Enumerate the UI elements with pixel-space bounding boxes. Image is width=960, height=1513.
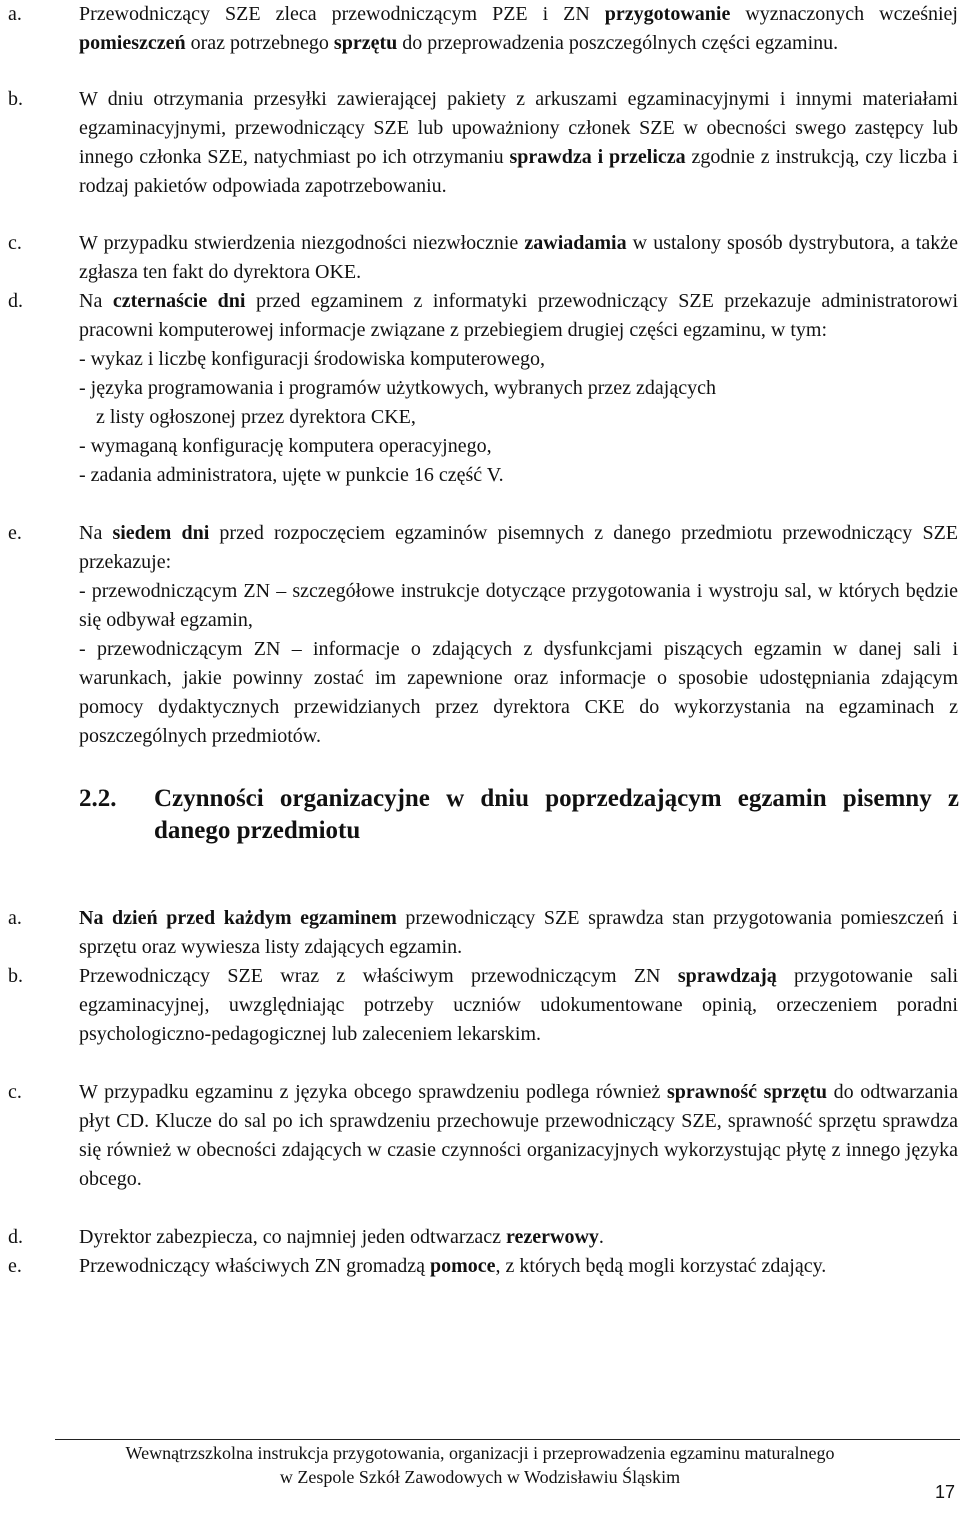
item-text: W przypadku stwierdzenia niezgodności niezwłocznie zawiadamia w ustalony sposób dystrybutora, a także zgłasza ten fakt do dyrektora OKE.	[79, 232, 958, 283]
item-label: d.	[8, 1226, 23, 1248]
list-item-e	[8, 519, 958, 751]
item-label: b.	[8, 965, 23, 987]
list-item-a2	[8, 904, 958, 962]
list-item-b	[8, 85, 958, 201]
item-label: d.	[8, 290, 23, 312]
item-label: b.	[8, 88, 23, 110]
item-text: Przewodniczący SZE zleca przewodniczącym PZE i ZN przygotowanie wyznaczonych wcześniej pomieszczeń oraz potrzebnego sprzętu do przeprowadzenia poszczególnych części egzaminu.	[79, 3, 958, 54]
sub-item: - zadania administratora, ujęte w punkcie 16 część V.	[79, 464, 504, 486]
list-item-d2	[8, 1223, 958, 1252]
list-item-d	[8, 287, 958, 490]
item-text: Na siedem dni przed rozpoczęciem egzaminów pisemnych z danego przedmiotu przewodniczący SZE przekazuje: - przewodniczącym ZN ‒ szczegółowe instrukcje dotyczące przygotowania i wystroju sal, w których będzie się odbywał egzamin, - przewodniczącym ZN – informacje o zdających z dysfunkcjami piszących egzamin w danej sali i warunkach, jakie powinny zostać im zapewnione oraz informacje o sposobie udostępniania zdającym pomocy dydaktycznych przewidzianych przez dyrektora CKE do wykorzystania na egzaminach z poszczególnych przedmiotów.	[79, 519, 958, 751]
sub-item: - wymaganą konfigurację komputera operacyjnego,	[79, 435, 492, 457]
item-text: Przewodniczący właściwych ZN gromadzą pomoce, z których będą mogli korzystać zdający.	[79, 1255, 827, 1277]
list-item-a	[8, 0, 958, 58]
sub-item: - wykaz i liczbę konfiguracji środowiska komputerowego,	[79, 348, 545, 370]
item-label: a.	[8, 3, 22, 25]
sub-item-cont: z listy ogłoszonej przez dyrektora CKE,	[96, 406, 416, 428]
item-text: W przypadku egzaminu z języka obcego sprawdzeniu podlega również sprawność sprzętu do odtwarzania płyt CD. Klucze do sal po ich sprawdzeniu przechowuje przewodniczący SZE, sprawność sprzętu sprawdza się również w obecności zdających w czasie czynności organizacyjnych wykorzystując płytę z innego języka obcego.	[79, 1081, 958, 1190]
item-text: Dyrektor zabezpiecza, co najmniej jeden odtwarzacz rezerwowy.	[79, 1226, 604, 1248]
footer-divider	[55, 1439, 960, 1440]
item-text: Na dzień przed każdym egzaminem przewodniczący SZE sprawdza stan przygotowania pomieszczeń i sprzętu oraz wywiesza listy zdających egzamin.	[79, 907, 958, 958]
list-item-e2	[8, 1252, 958, 1281]
section-heading	[79, 783, 959, 847]
item-label: c.	[8, 232, 22, 254]
section-title: Czynności organizacyjne w dniu poprzedzającym egzamin pisemny z danego przedmiotu	[154, 785, 959, 844]
item-label: e.	[8, 1255, 22, 1277]
footer-line-1: Wewnątrzszkolna instrukcja przygotowania, organizacji i przeprowadzenia egzaminu maturalnego	[125, 1443, 835, 1463]
section-number: 2.2.	[79, 785, 117, 812]
list-item-b2	[8, 962, 958, 1049]
list-item-c	[8, 229, 958, 287]
item-text: Na czternaście dni przed egzaminem z informatyki przewodniczący SZE przekazuje administratorowi pracowni komputerowej informacje związane z przebiegiem drugiej części egzaminu, w tym: - wykaz i liczbę konfiguracji środowiska komputerowego, - języka programowania i programów użytkowych, wybranych przez zdających z listy ogłoszonej przez dyrektora CKE, - wymaganą konfigurację komputera operacyjnego, - zadania administratora, ujęte w punkcie 16 część V.	[79, 287, 958, 490]
sub-item: - przewodniczącym ZN – informacje o zdających z dysfunkcjami piszących egzamin w danej sali i warunkach, jakie powinny zostać im zapewnione oraz informacje o sposobie udostępniania zdającym pomocy dydaktycznych przewidzianych przez dyrektora CKE do wykorzystania na egzaminach z poszczególnych przedmiotów.	[79, 638, 958, 747]
footer-line-2: w Zespole Szkół Zawodowych w Wodzisławiu Śląskim	[279, 1467, 681, 1487]
item-text: Przewodniczący SZE wraz z właściwym przewodniczącym ZN sprawdzają przygotowanie sali egzaminacyjnej, uwzględniając potrzeby uczniów udokumentowane opinią, orzeczeniem poradni psychologiczno-pedagogicznej lub zaleceniem lekarskim.	[79, 965, 959, 1045]
item-label: e.	[8, 522, 22, 544]
page-number: 17	[934, 1482, 955, 1502]
item-text: W dniu otrzymania przesyłki zawierającej pakiety z arkuszami egzaminacyjnymi i innymi materiałami egzaminacyjnymi, przewodniczący SZE lub upoważniony członek SZE w obecności swego zastępcy lub innego członka SZE, natychmiast po ich otrzymaniu sprawdza i przelicza zgodnie z instrukcją, czy liczba i rodzaj pakietów odpowiada zapotrzebowaniu.	[79, 88, 959, 197]
item-label: a.	[8, 907, 22, 929]
sub-item: - przewodniczącym ZN ‒ szczegółowe instrukcje dotyczące przygotowania i wystroju sal, w których będzie się odbywał egzamin,	[79, 580, 958, 631]
sub-item: - języka programowania i programów użytkowych, wybranych przez zdających	[79, 377, 716, 399]
list-item-c2	[8, 1078, 958, 1194]
item-label: c.	[8, 1081, 22, 1103]
